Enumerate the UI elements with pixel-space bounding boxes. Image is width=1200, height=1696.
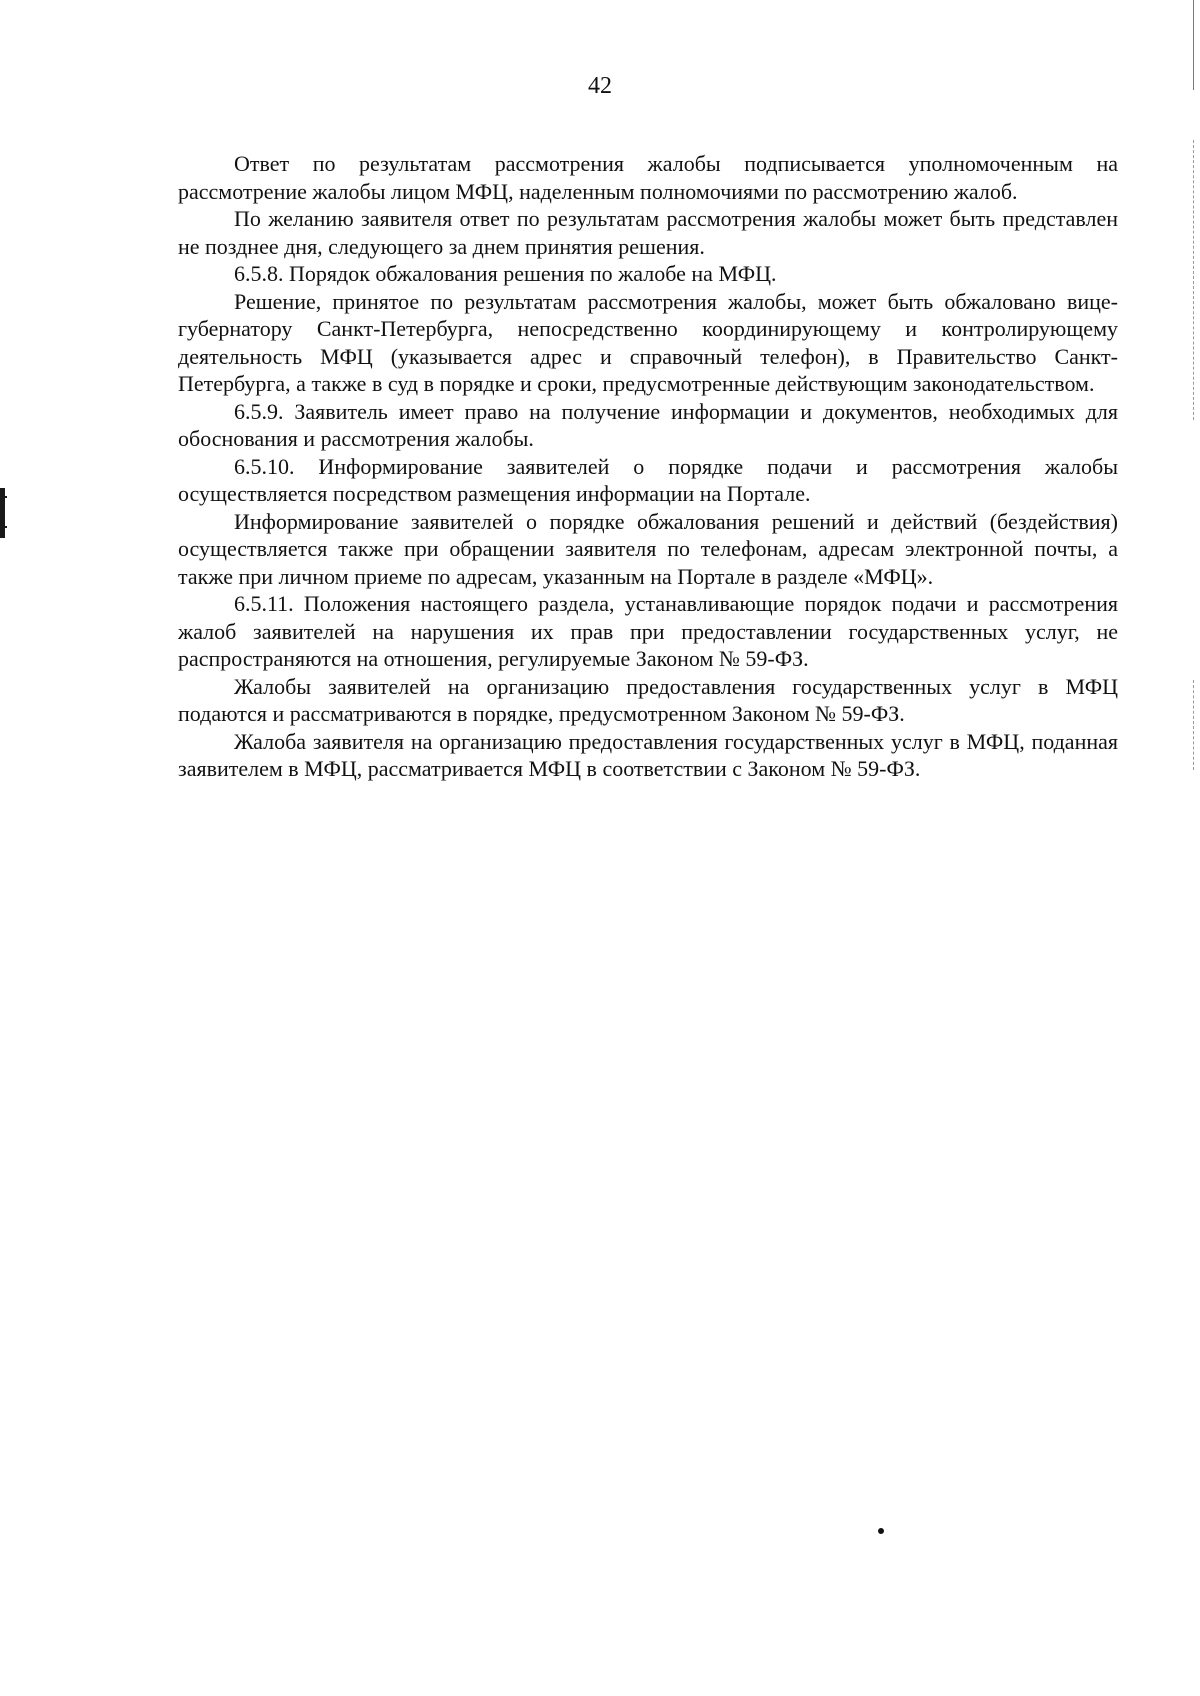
paragraph-response-deadline: По желанию заявителя ответ по результатам рассмотрения жалобы может быть представлен не позднее дня, следующего за днем принятия решения. [178, 206, 1118, 259]
scan-edge-line [1193, 0, 1194, 90]
page-number: 42 [588, 73, 612, 99]
paragraph-complaint-review: Жалоба заявителя на организацию предоставления государственных услуг в МФЦ, поданная заявителем в МФЦ, рассматривается МФЦ в соответствии с Законом № 59-ФЗ. [178, 728, 1118, 781]
scan-binding-mark [0, 488, 5, 538]
paragraph-6-5-9: 6.5.9. Заявитель имеет право на получение информации и документов, необходимых для обоснования и рассмотрения жалобы. [178, 398, 1118, 451]
paragraph-response-signing: Ответ по результатам рассмотрения жалобы подписывается уполномоченным на рассмотрение жалобы лицом МФЦ, наделенным полномочиями по рассмотрению жалоб. [178, 151, 1118, 204]
paragraph-informing: Информирование заявителей о порядке обжалования решений и действий (бездействия) осуществляется также при обращении заявителя по телефонам, адресам электронной почты, а также при личном приеме по адресам, указанным на Портале в разделе «МФЦ». [178, 508, 1118, 589]
paragraph-6-5-8-heading: 6.5.8. Порядок обжалования решения по жалобе на МФЦ. [234, 261, 777, 286]
document-body [178, 150, 1118, 783]
scan-edge-line [1193, 680, 1194, 770]
paragraph-6-5-11: 6.5.11. Положения настоящего раздела, устанавливающие порядок подачи и рассмотрения жалоб заявителей на нарушения их прав при предоставлении государственных услуг, не распространяются на отношения, регулируемые Законом № 59-ФЗ. [178, 591, 1118, 671]
scan-dot [878, 1528, 884, 1534]
paragraph-appeal-procedure: Решение, принятое по результатам рассмотрения жалобы, может быть обжаловано вице-губернатору Санкт-Петербурга, непосредственно координирующему и контролирующему деятельность МФЦ (указывается адрес и справочный телефон), в Правительство Санкт-Петербурга, а также в суд в порядке и сроки, предусмотренные действующим законодательством. [178, 288, 1118, 396]
paragraph-6-5-10: 6.5.10. Информирование заявителей о порядке подачи и рассмотрения жалобы осуществляется посредством размещения информации на Портале. [178, 453, 1118, 506]
scan-edge-line [1193, 140, 1194, 420]
paragraph-complaints-procedure: Жалобы заявителей на организацию предоставления государственных услуг в МФЦ подаются и рассматриваются в порядке, предусмотренном Законом № 59-ФЗ. [178, 673, 1118, 726]
